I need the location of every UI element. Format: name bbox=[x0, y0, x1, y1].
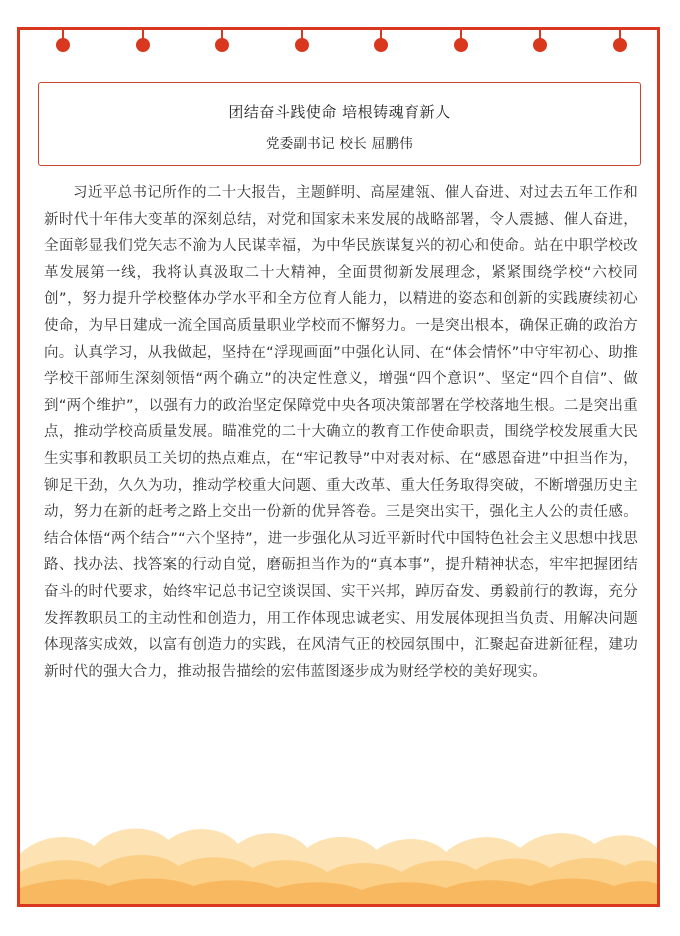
article-body: 习近平总书记所作的二十大报告，主题鲜明、高屋建瓴、催人奋进、对过去五年工作和新时代十年伟大变革的深刻总结，对党和国家未来发展的战略部署，令人震撼、催人奋进，全面彰显我们党矢志不渝为人民谋幸福，为中华民族谋复兴的初心和使命。站在中职学校改革发展第一线，我将认真汲取二十大精神，全面贯彻新发展理念，紧紧围绕学校“六校同创”，努力提升学校整体办学水平和全方位育人能力，以精进的姿态和创新的实践赓续初心使命，为早日建成一流全国高质量职业学校而不懈努力。一是突出根本，确保正确的政治方向。认真学习，从我做起，坚持在“浮现画面”中强化认同、在“体会情怀”中守牢初心、助推学校干部师生深刻领悟“两个确立”的决定性意义，增强“四个意识”、坚定“四个自信”、做到“两个维护”，以强有力的政治坚定保障党中央各项决策部署在学校落地生根。二是突出重点，推动学校高质量发展。瞄准党的二十大确立的教育工作使命职责，围绕学校发展重大民生实事和教职员工关切的热点难点，在“牢记教导”中对表对标、在“感恩奋进”中担当作为，铆足干劲，久久为功，推动学校重大问题、重大改革、重大任务取得突破，不断增强历史主动，努力在新的赶考之路上交出一份新的优异答卷。三是突出实干，强化主人公的责任感。结合体悟“两个结合”“六个坚持”，进一步强化从习近平新时代中国特色社会主义思想中找思路、找办法、找答案的行动自觉，磨砺担当作为的“真本事”，提升精神状态，牢牢把握团结奋斗的时代要求，始终牢记总书记空谈误国、实干兴邦，踔厉奋发、勇毅前行的教诲，充分发挥教职员工的主动性和创造力，用工作体现忠诚老实、用发展体现担当负责、用解决问题体现落实成效，以富有创造力的实践，在风清气正的校园氛围中，汇聚起奋进新征程，建功新时代的强大合力，推动报告描绘的宏伟蓝图逐步成为财经学校的美好现实。 bbox=[44, 185, 638, 680]
binder-ring-icon bbox=[295, 30, 309, 52]
article-title: 团结奋斗践使命 培根铸魂育新人 bbox=[228, 103, 451, 121]
title-box bbox=[38, 82, 641, 166]
binder-ring-icon bbox=[136, 30, 150, 52]
article-byline: 党委副书记 校长 屈鹏伟 bbox=[265, 136, 414, 152]
binder-ring-icon bbox=[374, 30, 388, 52]
cloud-pattern-icon bbox=[20, 814, 657, 904]
page-frame bbox=[17, 27, 660, 907]
binder-ring-icon bbox=[613, 30, 627, 52]
binder-ring-icon bbox=[215, 30, 229, 52]
binder-ring-icon bbox=[56, 30, 70, 52]
binder-rings bbox=[20, 30, 657, 60]
binder-ring-icon bbox=[533, 30, 547, 52]
binder-ring-icon bbox=[454, 30, 468, 52]
